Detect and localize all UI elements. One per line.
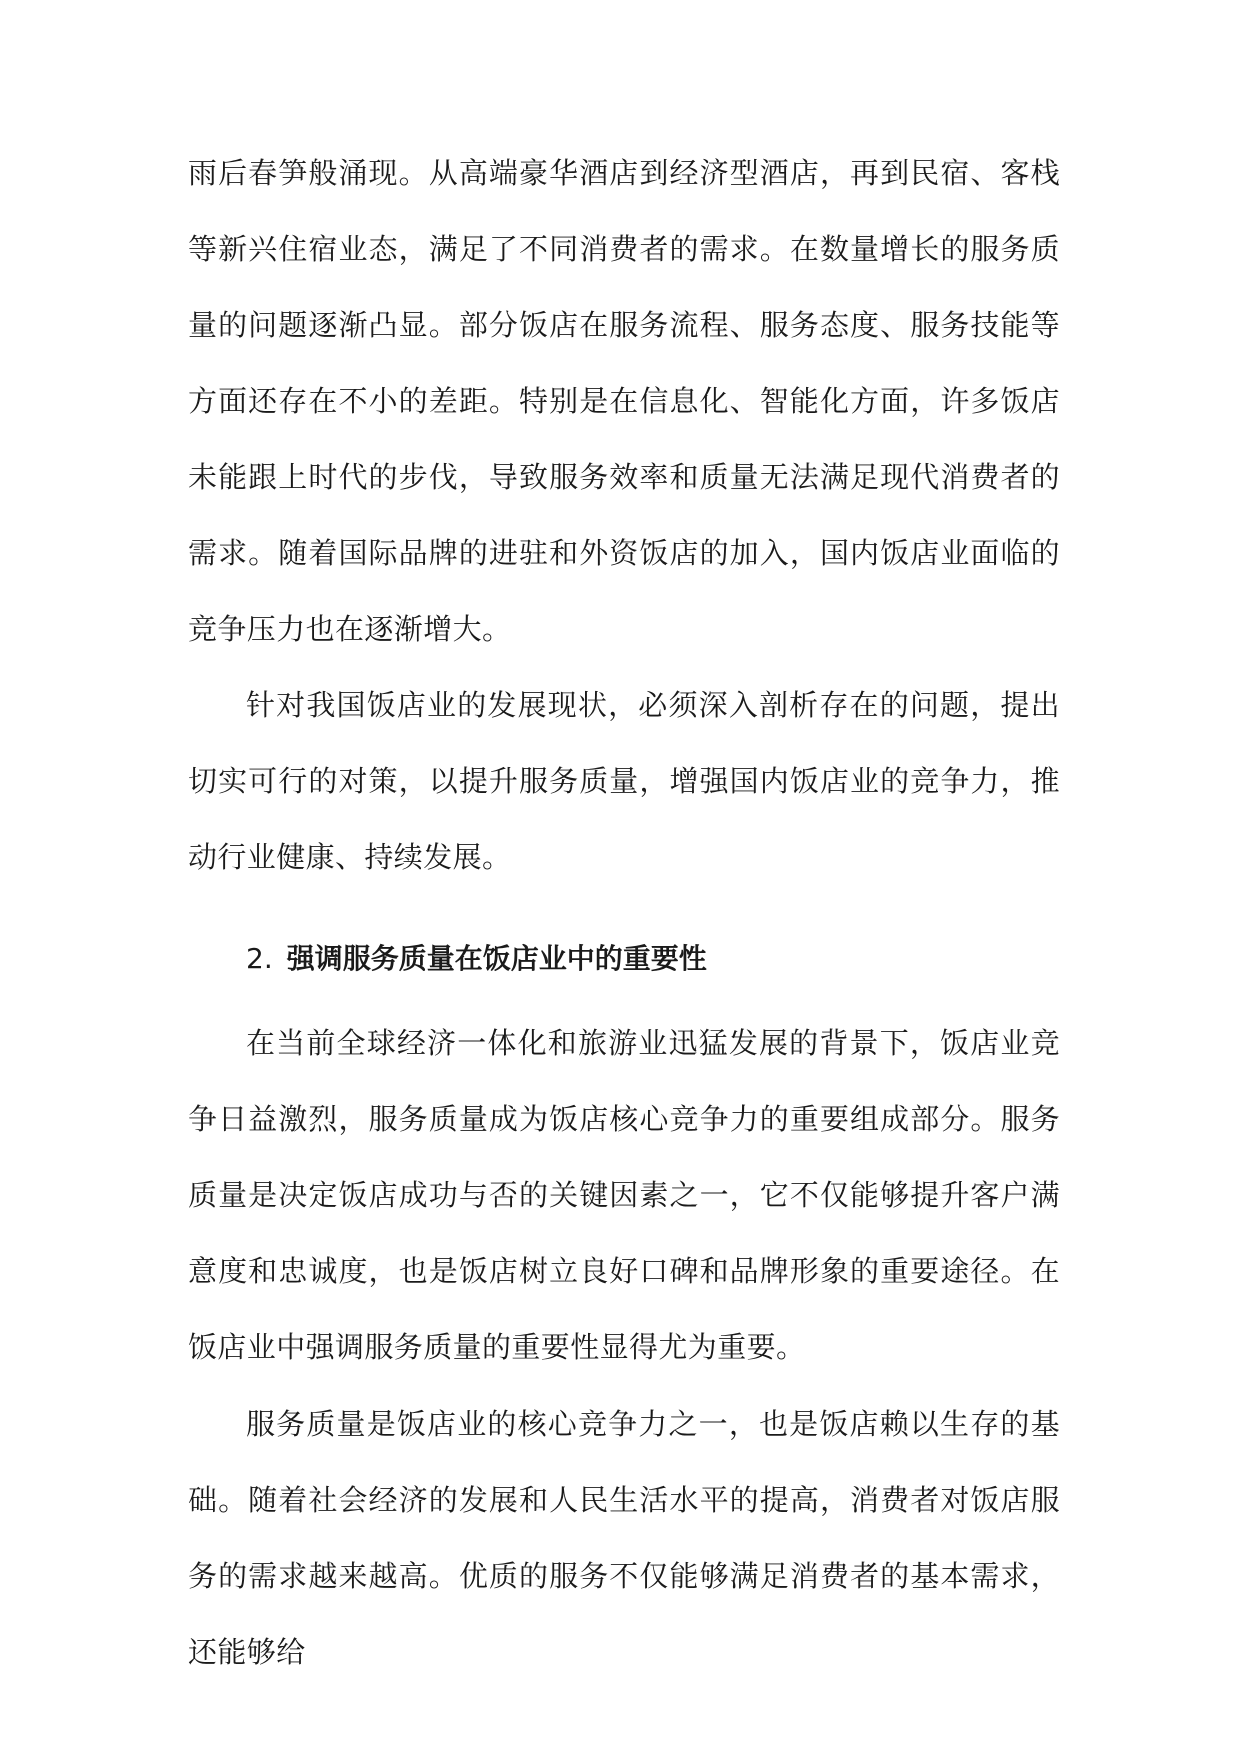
- paragraph-service-quality-importance: 在当前全球经济一体化和旅游业迅猛发展的背景下，饭店业竞争日益激烈，服务质量成为饭店核心竞争力的重要组成部分。服务质量是决定饭店成功与否的关键因素之一，它不仅能够提升客户满意度和忠诚度，也是饭店树立良好口碑和品牌形象的重要途径。在饭店业中强调服务质量的重要性显得尤为重要。: [188, 1026, 1060, 1364]
- section-title: 强调服务质量在饭店业中的重要性: [286, 942, 707, 975]
- paragraph-core-competitiveness: 服务质量是饭店业的核心竞争力之一，也是饭店赖以生存的基础。随着社会经济的发展和人民生活水平的提高，消费者对饭店服务的需求越来越高。优质的服务不仅能够满足消费者的基本需求，还能够给: [188, 1407, 1060, 1669]
- paragraph-countermeasures: 针对我国饭店业的发展现状，必须深入剖析存在的问题，提出切实可行的对策，以提升服务质量，增强国内饭店业的竞争力，推动行业健康、持续发展。: [188, 688, 1060, 874]
- paragraph-hotel-industry-status: 雨后春笋般涌现。从高端豪华酒店到经济型酒店，再到民宿、客栈等新兴住宿业态，满足了不同消费者的需求。在数量增长的服务质量的问题逐渐凸显。部分饭店在服务流程、服务态度、服务技能等方面还存在不小的差距。特别是在信息化、智能化方面，许多饭店未能跟上时代的步伐，导致服务效率和质量无法满足现代消费者的需求。随着国际品牌的进驻和外资饭店的加入，国内饭店业面临的竞争压力也在逐渐增大。: [188, 156, 1060, 646]
- section-heading: [246, 929, 707, 989]
- section-number: 2.: [246, 942, 273, 975]
